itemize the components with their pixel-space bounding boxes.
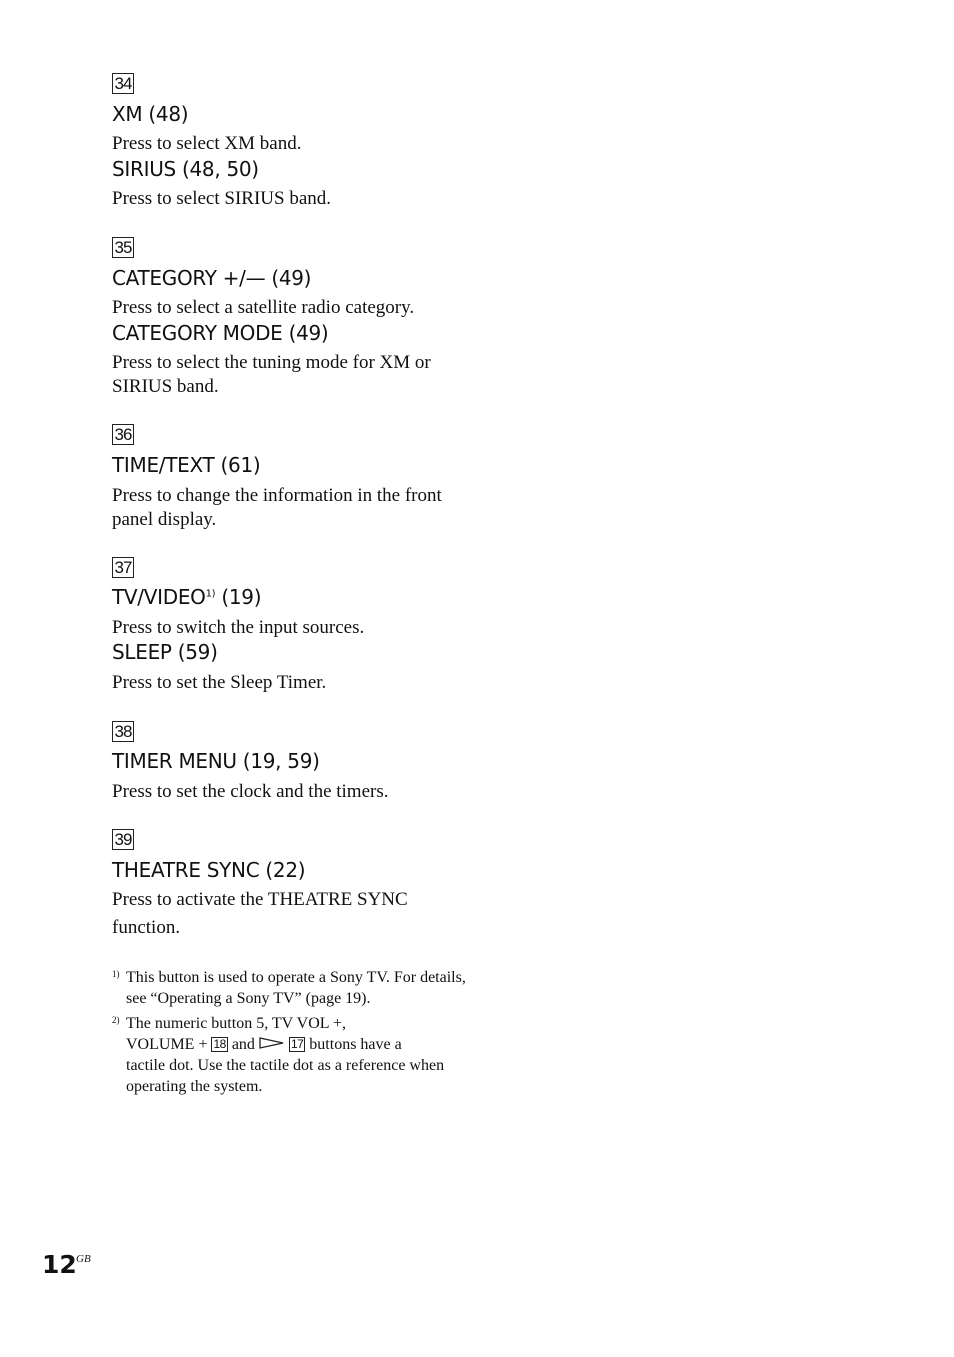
section-heading: XM (48) [112,102,189,126]
section-description: Press to change the information in the front panel display. [112,485,442,530]
section-heading: CATEGORY +/— (49) [112,266,312,290]
heading-main: TV/VIDEO [112,585,206,609]
section-description: Press to set the clock and the timers. [112,781,389,802]
section-description: Press to select a satellite radio category. [112,297,415,318]
section-number-badge: 39 [112,829,134,850]
footnote-mark: 1) [112,969,120,979]
section-heading: TIME/TEXT (61) [112,453,261,477]
play-arrow-icon [259,1034,285,1055]
footnote-fragment: buttons have a [305,1036,402,1053]
section-heading: TIMER MENU (19, 59) [112,749,320,773]
section-heading [112,585,261,609]
ref-number-badge: 17 [290,1037,304,1051]
footnote-ref: 1) [205,588,216,600]
footnote-line [126,1034,466,1055]
section-description: function. [112,917,181,938]
section-number-badge: 36 [112,424,134,445]
page-locale-suffix: GB [76,1253,91,1265]
section-description: Press to set the Sleep Timer. [112,672,327,693]
section-description: Press to select the tuning mode for XM or SIRIUS band. [112,352,431,397]
section-heading: CATEGORY MODE (49) [112,321,329,345]
section-description: Press to activate the THEATRE SYNC [112,889,408,910]
section-description: Press to select SIRIUS band. [112,188,332,209]
heading-tail: (19) [215,585,262,609]
section-number-badge: 34 [112,73,134,94]
section-heading: SLEEP (59) [112,640,218,664]
footnote-fragment: and [227,1036,259,1053]
section-description: Press to select XM band. [112,133,302,154]
section-description: Press to switch the input sources. [112,617,365,638]
section-number-badge: 35 [112,237,134,258]
ref-number-badge: 18 [213,1037,226,1051]
footnote-line: The numeric button 5, TV VOL +, [126,1015,346,1032]
footnote-text: This button is used to operate a Sony TV. For details, see “Operating a Sony TV” (page 19). [126,969,466,1007]
footnote-line: tactile dot. Use the tactile dot as a reference when operating the system. [126,1057,445,1095]
section-heading: SIRIUS (48, 50) [112,157,259,181]
page-number: 12 [42,1250,77,1279]
section-heading: THEATRE SYNC (22) [112,858,306,882]
section-number-badge: 38 [112,721,134,742]
footnote-fragment: VOLUME + [126,1036,212,1053]
footnote-mark: 2) [112,1015,120,1025]
footnote-text [126,1013,466,1097]
section-number-badge: 37 [112,557,134,578]
